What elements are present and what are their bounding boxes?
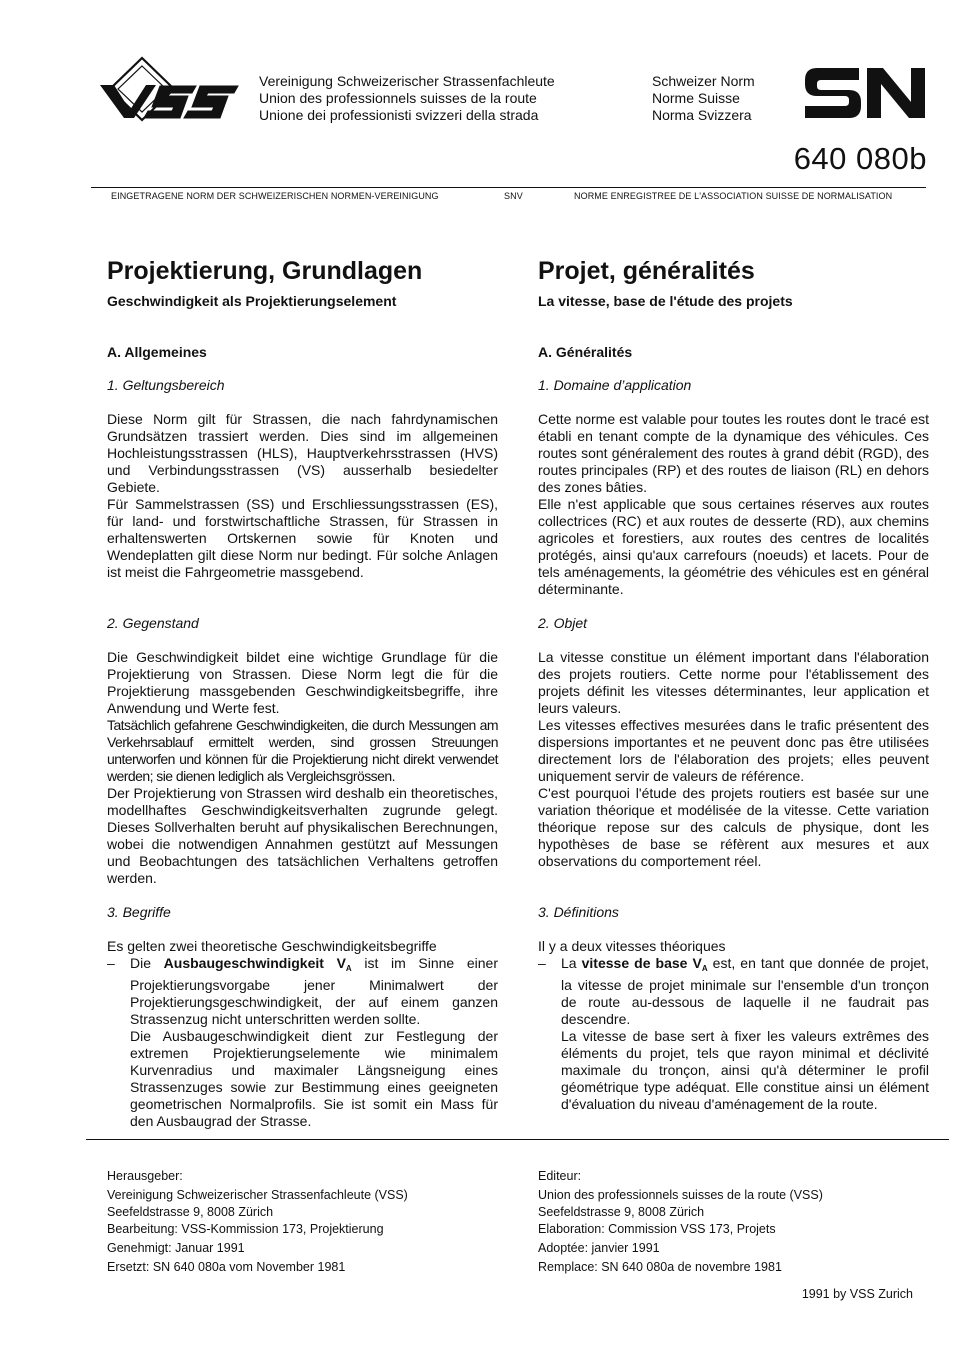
registration-note-snv: SNV bbox=[504, 191, 523, 201]
section-heading-fr: A. Généralités bbox=[538, 344, 633, 360]
term-subscript-fr: A bbox=[701, 964, 708, 973]
copyright-note: 1991 by VSS Zurich bbox=[801, 1287, 913, 1301]
footer-divider bbox=[86, 1139, 949, 1140]
subject-paragraph-1-de: Die Geschwindigkeit bildet eine wichtige Grundlage für die Projektierung von Strassen. Diese Norm legt die für die Projektierung massgebenden Geschwindigkeitsbegriffe, ihre Anwendung und Werte fest. bbox=[107, 649, 498, 716]
publisher-label-fr: Editeur: bbox=[538, 1169, 582, 1183]
replaces-fr: Remplace: SN 640 080a de novembre 1981 bbox=[538, 1260, 782, 1274]
approved-fr: Adoptée: janvier 1991 bbox=[538, 1241, 660, 1255]
norm-names bbox=[652, 73, 755, 124]
scope-paragraph-2-fr: Elle n'est applicable que sous certaines réserves aux routes collectrices (RC) et aux routes de desserte (RD), aux chemins agricoles et forestiers, aux routes des centres de localités protégés, ainsi qu'aux carrefours (noeuds) et lacets. Pour de tels aménagements, la géométrie des véhicules est en général déterminante. bbox=[538, 496, 929, 597]
org-name-fr: Union des professionnels suisses de la route bbox=[259, 90, 537, 106]
subject-paragraph-3-de: Der Projektierung von Strassen wird deshalb ein theoretisches, modellhaftes Geschwindigkeitsverhalten zugrunde gelegt. Dieses Sollverhalten beruht auf physikalischen Berechnungen, wobei die notwendigen Annahmen gestützt auf Messungen und Beobachtungen des tatsächlichen Verhaltens getroffen werden. bbox=[107, 785, 498, 886]
dash-bullet: – bbox=[107, 955, 115, 971]
term-explanation-de: Die Ausbaugeschwindigkeit dient zur Festlegung der extremen Projektierungselemente wie minimalem Kurvenradius und maximaler Längsneigung eines Strassenzuges sowie zur Bestimmung eines geeigneten geometrischen Normalprofils. Sie ist somit ein Mass für den Ausbaugrad der Strasse. bbox=[130, 1028, 498, 1129]
term-name-de: Ausbaugeschwindigkeit V bbox=[163, 955, 346, 971]
publisher-info-de bbox=[107, 1168, 408, 1276]
org-name-de: Vereinigung Schweizerischer Strassenfachleute bbox=[259, 73, 555, 89]
list-item bbox=[538, 955, 929, 1113]
org-name-it: Unione dei professionisti svizzeri della strada bbox=[259, 107, 539, 123]
term-definition-de: ist im Sinne einer Projektierungsvorgabe jener Minimalwert der Projektierungsgeschwindigkeit, der auf einem ganzen Strassenzug nicht unterschritten werden sollte. bbox=[130, 955, 498, 1027]
vss-logo bbox=[100, 56, 245, 122]
term-prefix-fr: La bbox=[561, 955, 577, 971]
norm-name-de: Schweizer Norm bbox=[652, 73, 755, 89]
terms-intro-fr: Il y a deux vitesses théoriques bbox=[538, 938, 726, 954]
terms-intro-de: Es gelten zwei theoretische Geschwindigkeitsbegriffe bbox=[107, 938, 437, 954]
publisher-name-de: Vereinigung Schweizerischer Strassenfachleute (VSS) bbox=[107, 1188, 408, 1202]
publisher-address-fr: Seefeldstrasse 9, 8008 Zürich bbox=[538, 1205, 705, 1219]
publisher-info-fr bbox=[538, 1168, 823, 1276]
approved-de: Genehmigt: Januar 1991 bbox=[107, 1241, 245, 1255]
french-column bbox=[538, 255, 929, 1113]
document-number: 640 080b bbox=[793, 141, 927, 176]
subject-paragraph-2-de: Tatsächlich gefahrene Geschwindigkeiten, die durch Messungen am Verkehrsablauf ermittelt werden, sind grossen Streuungen unterworfen und können für die Projektierung nicht direkt verwendet werden; sie dienen lediglich als Vergleichsgrössen. bbox=[107, 717, 498, 784]
subtitle-fr: La vitesse, base de l'étude des projets bbox=[538, 293, 793, 309]
subsection-terms-fr: 3. Définitions bbox=[538, 904, 619, 920]
list-item bbox=[107, 955, 498, 1130]
organisation-names bbox=[259, 73, 555, 124]
title-fr: Projet, généralités bbox=[538, 257, 755, 285]
term-prefix-de: Die bbox=[130, 955, 152, 971]
subtitle-de: Geschwindigkeit als Projektierungselement bbox=[107, 293, 397, 309]
subsection-terms-de: 3. Begriffe bbox=[107, 904, 171, 920]
subsection-subject-de: 2. Gegenstand bbox=[107, 615, 199, 631]
editing-de: Bearbeitung: VSS-Kommission 173, Projektierung bbox=[107, 1222, 384, 1236]
editing-fr: Elaboration: Commission VSS 173, Projets bbox=[538, 1222, 776, 1236]
registration-note-fr: NORME ENREGISTREE DE L'ASSOCIATION SUISSE DE NORMALISATION bbox=[574, 191, 893, 201]
german-column bbox=[107, 255, 498, 1130]
scope-paragraph-2-de: Für Sammelstrassen (SS) und Erschliessungsstrassen (ES), für land- und forstwirtschaftliche Strassen, für Strassen in erhaltenswerten Ortskernen sowie für Knoten und Wendeplatten gilt diese Norm nur bedingt. Für solche Anlagen ist meist die Fahrgeometrie massgebend. bbox=[107, 496, 498, 580]
subject-paragraph-3-fr: C'est pourquoi l'étude des projets routiers est basée sur une variation théorique et modélisée de la vitesse. Cette variation théorique repose sur des calculs de physique, dont les hypothèses de base se réfèrent aux mesures et aux observations du comportement réel. bbox=[538, 785, 929, 869]
norm-name-it: Norma Svizzera bbox=[652, 107, 752, 123]
section-heading-de: A. Allgemeines bbox=[107, 344, 207, 360]
publisher-name-fr: Union des professionnels suisses de la route (VSS) bbox=[538, 1188, 823, 1202]
term-name-fr: vitesse de base V bbox=[581, 955, 702, 971]
header-divider bbox=[91, 187, 926, 188]
term-explanation-fr: La vitesse de base sert à fixer les valeurs extrêmes des éléments du projet, tels que rayon minimal et déclivité maximale du tronçon, ainsi qu'à déterminer le profil géométrique type adéquat. Elle constitue ainsi un élément d'évaluation du niveau d'aménagement de la route. bbox=[561, 1028, 929, 1112]
term-definition-fr: est, en tant que donnée de projet, la vitesse de projet minimale sur l'ensemble d'un tronçon de route au-dessous de laquelle il ne faudrait pas descendre. bbox=[561, 955, 929, 1027]
registration-note-de: EINGETRAGENE NORM DER SCHWEIZERISCHEN NORMEN-VEREINIGUNG bbox=[111, 191, 439, 201]
scope-paragraph-1-de: Diese Norm gilt für Strassen, die nach fahrdynamischen Grundsätzen trassiert werden. Dies sind im allgemeinen Hochleistungsstrassen (HLS), Hauptverkehrsstrassen (HVS) und Verbindungsstrassen (VS) ausserhalb besiedelter Gebiete. bbox=[107, 411, 498, 495]
subsection-scope-de: 1. Geltungsbereich bbox=[107, 377, 225, 393]
title-de: Projektierung, Grundlagen bbox=[107, 257, 423, 285]
replaces-de: Ersetzt: SN 640 080a vom November 1981 bbox=[107, 1260, 346, 1274]
subsection-subject-fr: 2. Objet bbox=[538, 615, 588, 631]
publisher-label-de: Herausgeber: bbox=[107, 1169, 183, 1183]
publisher-address-de: Seefeldstrasse 9, 8008 Zürich bbox=[107, 1205, 274, 1219]
term-subscript-de: A bbox=[345, 964, 352, 973]
svg-text:SN: SN bbox=[803, 66, 805, 67]
norm-name-fr: Norme Suisse bbox=[652, 90, 740, 106]
scope-paragraph-1-fr: Cette norme est valable pour toutes les routes dont le tracé est établi en tenant compte de la dynamique des véhicules. Ces routes sont généralement des routes à grand débit (RGD), des routes principales (RP) et des routes de liaison (RL) en dehors des zones bâties. bbox=[538, 411, 929, 495]
subject-paragraph-2-fr: Les vitesses effectives mesurées dans le trafic présentent des dispersions importantes et ne peuvent donc pas être utilisées directement lors de l'élaboration des projets; elles peuvent uniquement servir de valeurs de référence. bbox=[538, 717, 929, 784]
subsection-scope-fr: 1. Domaine d’application bbox=[538, 377, 692, 393]
subject-paragraph-1-fr: La vitesse constitue un élément important dans l'élaboration des projets routiers. Cette norme pour l'établissement des projets définit les vitesses déterminantes, leur application et leurs valeurs. bbox=[538, 649, 929, 716]
dash-bullet: – bbox=[538, 955, 546, 971]
sn-logo bbox=[803, 66, 927, 120]
svg-text:VSS: VSS bbox=[100, 56, 103, 57]
